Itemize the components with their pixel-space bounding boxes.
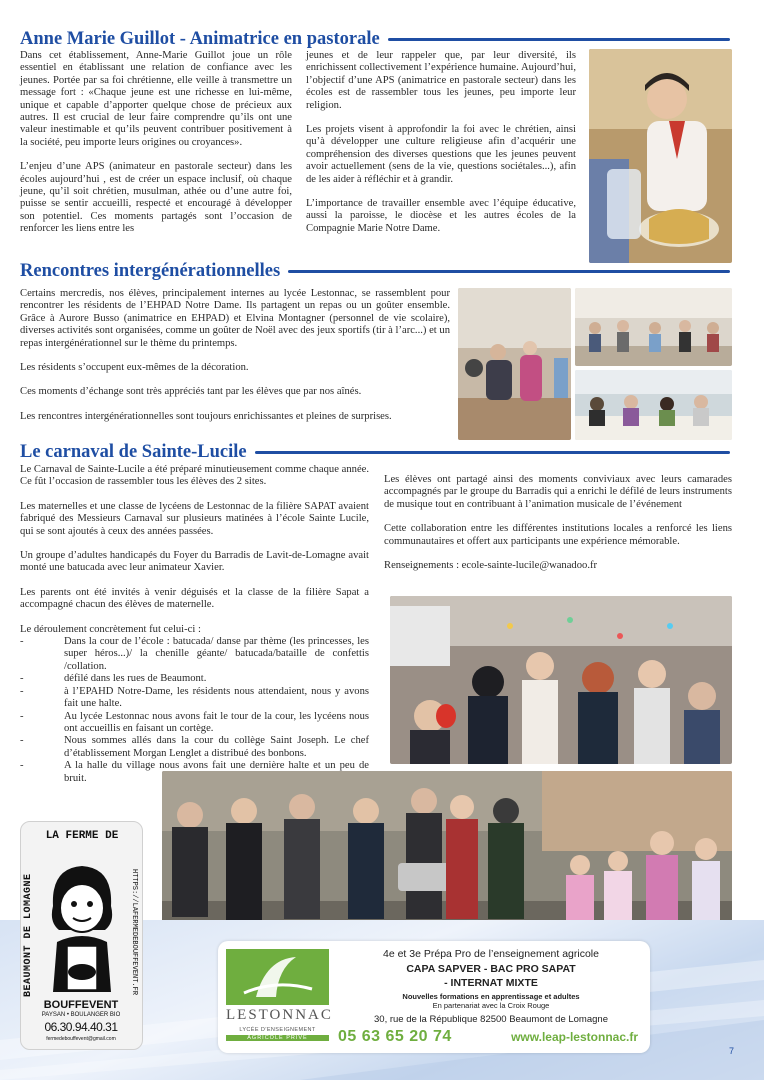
ferme-name: BOUFFEVENT [43, 999, 119, 1011]
photo-carnaval-enfants [390, 596, 732, 764]
paragraph: Dans cet établissement, Anne-Marie Guillot joue un rôle essentiel en établissant une relation de confiance avec les jeunes. Portée par sa foi chrétienne, elle veille à transmettre un message fort : «Chaque jeune est une richesse en lui-même, unique et capable d’apporter quelque chose de précieux aux autres. Il est crucial de leur faire comprendre qu’ils ont une valeur inestimable et qu’ils peuvent contribuer positivement à la société, peu importe leurs origines ou croyances». [20, 50, 292, 148]
ferme-website: HTTPS://LAFERMEDEBOUFFEVENT.FR [130, 868, 138, 996]
section-heading-rencontres [20, 260, 730, 282]
paragraph: Cette collaboration entre les différentes institutions locales a renforcé les liens communautaires et offert aux participants une expérience mémorable. [384, 523, 732, 547]
ad-line-2: CAPA SAPVER - BAC PRO SAPAT [406, 963, 576, 975]
list-item: - à l’EPAHD Notre-Dame, les résidents nous attendaient, nous y avons fait une halte. [20, 685, 369, 710]
ad-phone: 05 63 65 20 74 [338, 1028, 452, 1045]
leaf-swirl-icon [226, 949, 329, 1005]
carnaval-column-2 [384, 474, 732, 572]
lestonnac-logo [226, 949, 333, 1045]
list-intro: Le déroulement concrètement fut celui-ci : [20, 623, 201, 635]
photo-animatrice-image [589, 49, 732, 263]
list-item: - Nous sommes allés dans la cour du collège Saint Joseph. Le chef d’établissement Morgan Lenglet a distribué des bonbons. [20, 735, 369, 759]
paragraph: Les projets visent à approfondir la foi avec le chrétien, ainsi qu’à développer une culture religieuse afin d’acquérir une compréhension des diverses questions que les jeunes peuvent avoir actuellement (sens de la vie, questions sociétales...), afin de les aider à réfléchir et à grandir. [306, 124, 576, 185]
ferme-location: BEAUMONT DE LOMAGNE [23, 873, 34, 997]
photo-ehpad-1-image [458, 288, 571, 440]
paragraph: Les parents ont été invités à venir déguisés et la classe de la filière Sapat a accompagné chacun des élèves de maternelle. [20, 586, 369, 611]
ferme-email: fermedebouffevent@gmail.com [46, 1036, 116, 1042]
ad-line-3: - INTERNAT MIXTE [444, 977, 538, 989]
photo-ehpad-3-image [575, 370, 732, 440]
pastorale-column-2 [306, 50, 576, 235]
section-heading-pastorale [20, 28, 730, 50]
paragraph: Ces moments d’échange sont très appréciés tant par les élèves que par nos aînés. [20, 386, 362, 398]
lestonnac-ad [218, 941, 650, 1053]
ad-website[interactable]: www.leap-lestonnac.fr [511, 1030, 638, 1044]
section-title: Le carnaval de Sainte-Lucile [20, 442, 247, 462]
heading-rule [255, 451, 730, 454]
photo-animatrice [589, 49, 732, 263]
paragraph: jeunes et de leur rappeler que, par leur diversité, ils enrichissent collectivement l’expérience humaine. Aujourd’hui, l’objectif d’une APS (animatrice en pastorale secteur) dans les écoles est de rassembler tous les jeunes, peu importe leur religion. [306, 50, 576, 111]
paragraph: Un groupe d’adultes handicapés du Foyer du Barradis de Lavit-de-Lomagne avait monté une batucada avec leur animateur Xavier. [20, 550, 369, 574]
baker-illustration-icon [45, 862, 119, 998]
paragraph: Certains mercredis, nos élèves, principalement internes au lycée Lestonnac, se rassemblent pour rencontrer les résidents de l’EHPAD Notre Dame. Ils partagent un repas ou un goûter ensemble. Grâce à Aurore Busso (animatrice en EHPAD) et Elvina Montagner (personnel de vie scolaire), diverses activités sont organisées, comme un goûter de Noël avec des jeux sportifs (tir à l’arc...) et un repas intergénérationnel sur le thème du printemps. [20, 288, 450, 349]
ferme-phone: 06.30.94.40.31 [44, 1020, 118, 1034]
list-item: - défilé dans les rues de Beaumont. [20, 673, 207, 685]
page-number: 7 [728, 1046, 734, 1056]
photo-carnaval-enfants-image [390, 596, 732, 764]
photo-ehpad-2-image [575, 288, 732, 366]
ferme-bouffevent-ad [20, 821, 143, 1050]
lestonnac-logo-subtitle: LYCÉE D’ENSEIGNEMENT [239, 1027, 316, 1033]
rencontres-text [20, 288, 450, 423]
list-item: - Au lycée Lestonnac nous avons fait le tour de la cour, les lycéens nous ont accueillis en faisant un cortège. [20, 710, 369, 734]
photo-carnaval-batucada [162, 771, 732, 934]
section-heading-carnaval [20, 441, 730, 463]
carnaval-column-1 [20, 464, 369, 785]
photo-carnaval-batucada-image [162, 771, 732, 934]
photo-ehpad-1 [458, 288, 571, 440]
ferme-subtitle: PAYSAN • BOULANGER BIO [41, 1012, 121, 1018]
lestonnac-logo-name: LESTONNAC [226, 1007, 333, 1023]
paragraph: Les élèves ont partagé ainsi des moments conviviaux avec leurs camarades accompagnés par le groupe du Barradis qui a enrichi le défilé de leurs instruments de musique tout en contribuant à l’animation musicale de l’événement [384, 474, 733, 510]
ad-address: 30, rue de la République 82500 Beaumont de Lomagne [374, 1014, 608, 1025]
paragraph: Les rencontres intergénérationnelles sont toujours enrichissantes et pleines de surprises. [20, 410, 392, 422]
ferme-arch-text: LA FERME DE [45, 830, 119, 842]
section-title: Rencontres intergénérationnelles [20, 261, 281, 281]
photo-ehpad-3 [575, 370, 732, 440]
list-item: - Dans la cour de l’école : batucada/ danse par thème (les princesses, les super héros...)/ la chenille géante/ batucada/bataille de confettis /collation. [20, 636, 369, 672]
paragraph: Les résidents s’occupent eux-mêmes de la décoration. [20, 362, 249, 374]
heading-rule [388, 38, 730, 41]
paragraph: Le Carnaval de Sainte-Lucile a été préparé minutieusement comme chaque année. Ce fût l’occasion de rassembler tous les élèves des 2 sites. [20, 464, 369, 488]
paragraph: Les maternelles et une classe de lycéens de Lestonnac de la filière SAPAT avaient fabriqué des Messieurs Carnaval sur plusieurs matinées à l’école Sainte Lucile, qui se sont ajoutés à ceux des années passées. [20, 500, 369, 537]
paragraph: L’enjeu d’une APS (animateur en pastorale secteur) dans les écoles aujourd’hui , est de créer un espace inclusif, où chaque jeune, qu’il soit chrétien, musulman, athée ou d’une autre foi, puisse se sentir accueilli, respecté et encouragé à développer son potentiel. Ces moments partagés sont l’occasion de renforcer les liens entre les [20, 161, 292, 235]
ad-line-1: 4e et 3e Prépa Pro de l’enseignement agricole [383, 948, 599, 960]
section-title: Anne Marie Guillot - Animatrice en pastorale [20, 29, 380, 49]
contact-line: Renseignements : ecole-sainte-lucile@wanadoo.fr [384, 560, 598, 572]
lestonnac-logo-mark [226, 949, 329, 1005]
lestonnac-logo-subtitle-2: AGRICOLE PRIVÉ [226, 1035, 329, 1041]
ad-line-5: En partenariat avec la Croix Rouge [432, 1001, 550, 1010]
heading-rule [288, 270, 730, 273]
pastorale-column-1 [20, 50, 292, 236]
paragraph: L’importance de travailler ensemble avec l’équipe éducative, aussi la paroisse, le diocèse et les autres écoles de la Compagnie Marie Notre Dame. [306, 198, 576, 234]
photo-ehpad-2 [575, 288, 732, 366]
list-item: - A la halle du village nous avons fait une dernière halte et un peu de bruit. [20, 760, 369, 784]
ad-line-4: Nouvelles formations en apprentissage et adultes [402, 992, 580, 1001]
